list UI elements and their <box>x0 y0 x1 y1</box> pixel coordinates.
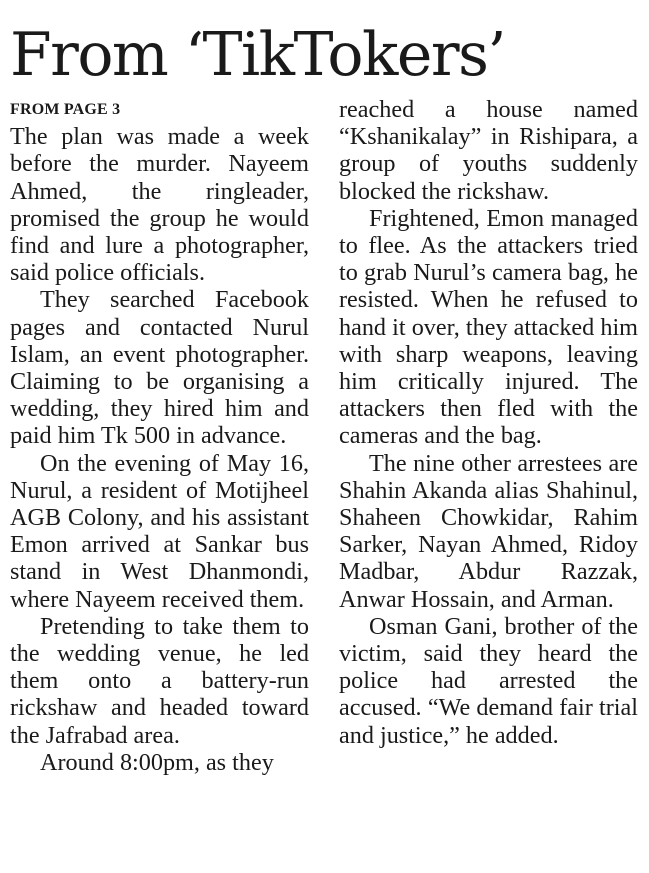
paragraph-1: The plan was made a week before the murder. Nayeem Ahmed, the ringleader, promised the group he would find and lure a photographer, said police officials. <box>10 123 309 287</box>
paragraph-5-continued: reached a house named “Kshanikalay” in Rishipara, a group of youths suddenly blocked the rickshaw. <box>339 96 638 205</box>
paragraph-2: They searched Facebook pages and contacted Nurul Islam, an event photographer. Claiming to be organising a wedding, they hired him and paid him Tk 500 in advance. <box>10 286 309 450</box>
paragraph-6: Frightened, Emon managed to flee. As the attackers tried to grab Nurul’s camera bag, he resisted. When he refused to hand it over, they attacked him with sharp weapons, leaving him critically injured. The attackers then fled with the cameras and the bag. <box>339 204 638 450</box>
paragraph-8: Osman Gani, brother of the victim, said they heard the police had arrested the accused. “We demand fair trial and justice,” he added. <box>339 612 638 749</box>
paragraph-3: On the evening of May 16, Nurul, a resident of Motijheel AGB Colony, and his assistant Emon arrived at Sankar bus stand in West Dhanmondi, where Nayeem received them. <box>10 449 309 613</box>
kicker-from-page: FROM PAGE 3 <box>10 101 121 118</box>
paragraph-4: Pretending to take them to the wedding venue, he led them onto a battery-run rickshaw and headed toward the Jafrabad area. <box>10 612 309 749</box>
article-column-left <box>10 96 309 776</box>
paragraph-7: The nine other arrestees are Shahin Akanda alias Shahinul, Shaheen Chowkidar, Rahim Sarker, Nayan Ahmed, Ridoy Madbar, Abdur Razzak, Anwar Hossain, and Arman. <box>339 449 638 613</box>
headline: From ‘TikTokers’ <box>10 20 505 90</box>
article-column-right <box>339 96 638 749</box>
paragraph-5-start: Around 8:00pm, as they <box>40 748 274 776</box>
